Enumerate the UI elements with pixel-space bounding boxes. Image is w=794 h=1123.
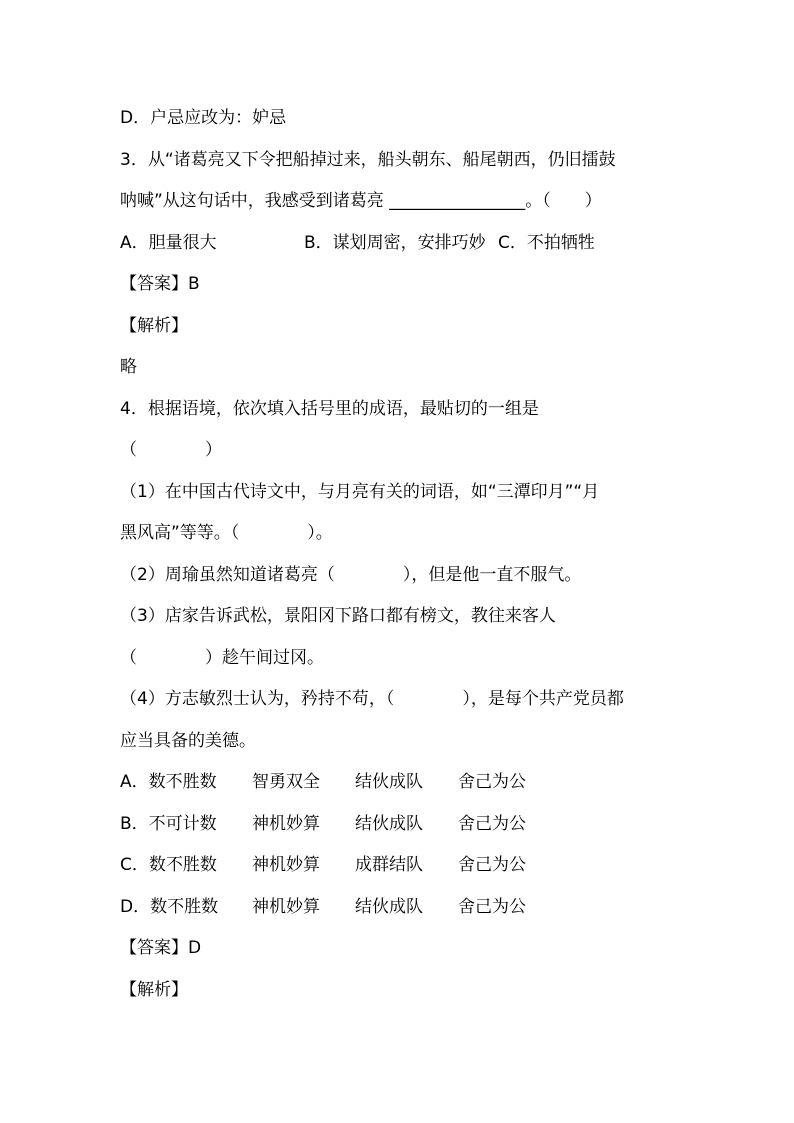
q3-answer: 【答案】B bbox=[120, 274, 200, 294]
q4-sentence-4-line-2: 应当具备的美德。 bbox=[120, 731, 256, 751]
q3-stem-line-2: 呐喊”从这句话中，我感受到诸葛亮 ________________。（ ） bbox=[120, 191, 602, 211]
q4-option-b-word-3: 舍己为公 bbox=[458, 814, 526, 834]
q3-option-a: A．胆量很大 bbox=[120, 233, 217, 253]
q4-sentence-2: （2）周瑜虽然知道诸葛亮（ ），但是他一直不服气。 bbox=[120, 565, 582, 585]
q4-stem-line-1: 4．根据语境，依次填入括号里的成语，最贴切的一组是 bbox=[120, 399, 539, 419]
q4-option-a-label: A．数不胜数 bbox=[120, 772, 217, 792]
q3-option-b: B．谋划周密，安排巧妙 bbox=[304, 233, 486, 253]
q3-analysis: 略 bbox=[120, 357, 137, 377]
q4-stem-line-2: （ ） bbox=[120, 440, 222, 460]
q4-sentence-1-line-2: 黑风高”等等。（ ）。 bbox=[120, 523, 333, 543]
q4-answer: 【答案】D bbox=[120, 938, 202, 958]
q4-option-b-word-2: 结伙成队 bbox=[355, 814, 423, 834]
q4-option-d-word-1: 神机妙算 bbox=[252, 897, 320, 917]
q4-option-a-word-2: 结伙成队 bbox=[355, 772, 423, 792]
q3-stem-line-1: 3．从“诸葛亮又下令把船掉过来，船头朝东、船尾朝西，仍旧擂鼓 bbox=[120, 150, 616, 170]
q3-option-c: C．不拍牺牲 bbox=[498, 233, 595, 253]
q4-sentence-3-line-2: （ ）趁午间过冈。 bbox=[120, 648, 324, 668]
q4-option-b-label: B．不可计数 bbox=[120, 814, 217, 834]
q4-option-a-word-1: 智勇双全 bbox=[252, 772, 320, 792]
q4-option-b-word-1: 神机妙算 bbox=[252, 814, 320, 834]
q4-sentence-3-line-1: （3）店家告诉武松，景阳冈下路口都有榜文，教往来客人 bbox=[120, 606, 556, 626]
q4-option-d-word-2: 结伙成队 bbox=[355, 897, 423, 917]
q4-sentence-4-line-1: （4）方志敏烈士认为，矜持不苟，（ ），是每个共产党员都 bbox=[120, 689, 624, 709]
q3-analysis-label: 【解析】 bbox=[120, 316, 188, 336]
q2-option-d: D．户忌应改为：妒忌 bbox=[120, 108, 287, 128]
q4-option-a-word-3: 舍己为公 bbox=[458, 772, 526, 792]
q4-option-c-label: C．数不胜数 bbox=[120, 855, 217, 875]
q4-option-c-word-3: 舍己为公 bbox=[458, 855, 526, 875]
q4-option-d-word-3: 舍己为公 bbox=[458, 897, 526, 917]
q4-option-d-label: D．数不胜数 bbox=[120, 897, 219, 917]
q4-analysis-label: 【解析】 bbox=[120, 980, 188, 1000]
q4-option-c-word-1: 神机妙算 bbox=[252, 855, 320, 875]
q4-option-c-word-2: 成群结队 bbox=[355, 855, 423, 875]
q4-sentence-1-line-1: （1）在中国古代诗文中，与月亮有关的词语，如“三潭印月”“月 bbox=[120, 482, 600, 502]
